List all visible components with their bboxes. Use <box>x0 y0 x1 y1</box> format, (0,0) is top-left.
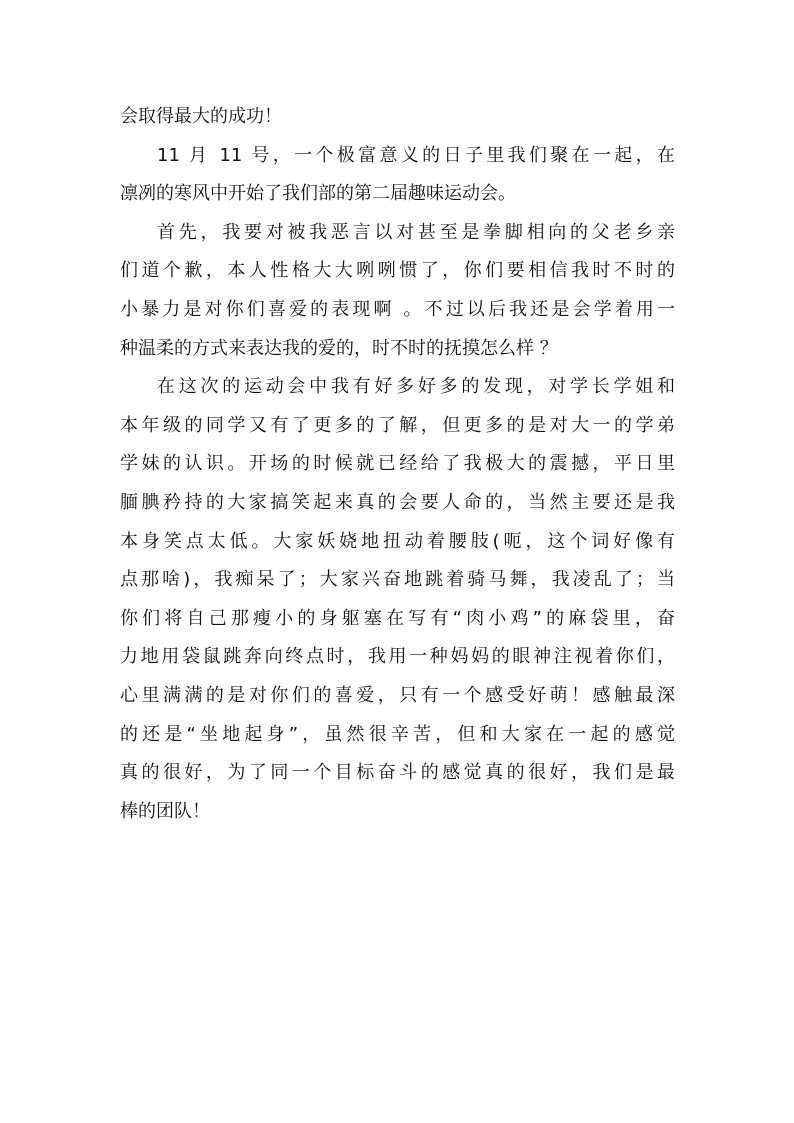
text-line: 的还是“坐地起身”，虽然很辛苦，但和大家在一起的感觉 <box>120 723 675 745</box>
text-line: 本身笑点太低。大家妖娆地扭动着腰肢(呃，这个词好像有 <box>120 530 675 552</box>
text-line: 小暴力是对你们喜爱的表现啊 。不过以后我还是会学着用一 <box>120 298 675 320</box>
text-line: 你们将自己那瘦小的身躯塞在写有“肉小鸡”的麻袋里，奋 <box>120 607 675 629</box>
text-line: 在这次的运动会中我有好多好多的发现，对学长学姐和 <box>157 376 675 398</box>
text-line: 会取得最大的成功！ <box>120 106 282 127</box>
text-line: 真的很好，为了同一个目标奋斗的感觉真的很好，我们是最 <box>120 762 675 784</box>
body-text <box>120 98 675 831</box>
text-line: 们道个歉，本人性格大大咧咧惯了，你们要相信我时不时的 <box>120 260 675 282</box>
text-line: 心里满满的是对你们的喜爱，只有一个感受好萌！感触最深 <box>120 684 675 706</box>
text-line: 凛冽的寒风中开始了我们部的第二届趣味运动会。 <box>120 183 516 205</box>
text-line: 力地用袋鼠跳奔向终点时，我用一种妈妈的眼神注视着你们， <box>120 646 675 668</box>
text-line: 棒的团队！ <box>120 800 210 822</box>
text-line: 点那啥)，我痴呆了；大家兴奋地跳着骑马舞，我凌乱了；当 <box>120 569 675 591</box>
text-line: 11 月 11 号，一个极富意义的日子里我们聚在一起，在 <box>157 144 675 166</box>
text-line: 本年级的同学又有了更多的了解，但更多的是对大一的学弟 <box>120 414 675 436</box>
text-line: 种温柔的方式来表达我的爱的，时不时的抚摸怎么样 ？ <box>120 337 558 359</box>
text-line: 腼腆矜持的大家搞笑起来真的会要人命的，当然主要还是我 <box>120 491 675 513</box>
text-line: 学妹的认识。开场的时候就已经给了我极大的震撼，平日里 <box>120 453 675 475</box>
text-line: 首先，我要对被我恶言以对甚至是拳脚相向的父老乡亲 <box>157 221 675 243</box>
